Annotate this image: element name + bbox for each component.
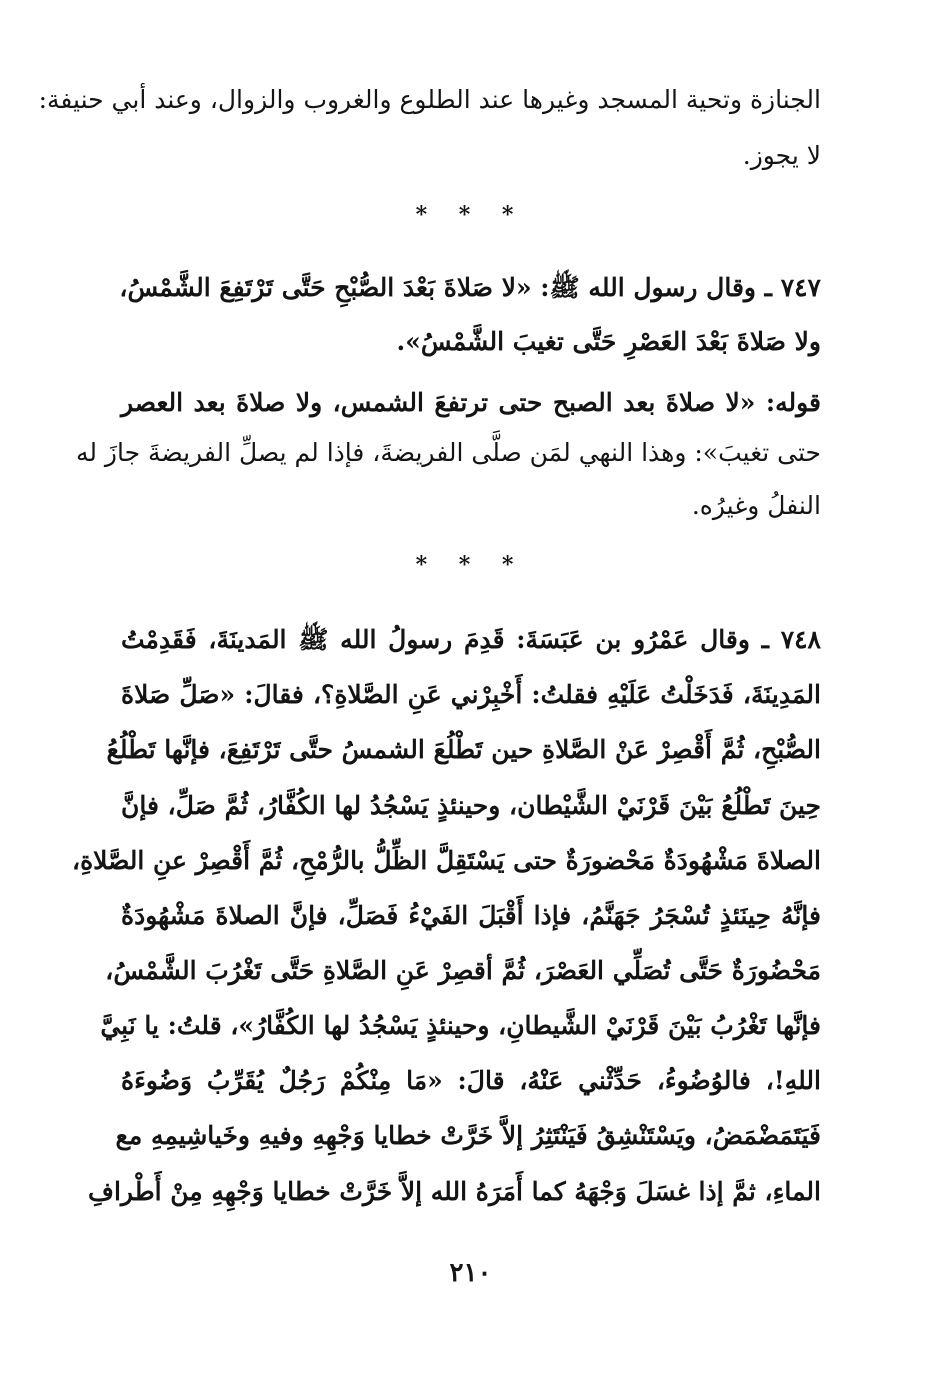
section-separator: * * *: [415, 552, 526, 578]
commentary-line: [121, 383, 821, 423]
hadith-748-line: فإنَّهُ حِينَئذٍ تُسْجَرُ جَهَنَّمُ، فإذا أَقْبَلَ الفَيْءُ فَصَلِّ، فإنَّ الصلاةَ مَشْهُودَةٌ: [121, 901, 821, 930]
page-number: ٢١٠: [449, 1258, 492, 1288]
commentary-line: النفلُ وغيرُه.: [691, 491, 821, 520]
text-line: لا يجوز.: [742, 141, 821, 170]
hadith-748-line: مَحْضُورَةٌ حَتَّى تُصَلِّي العَصْرَ، ثُمَّ أقصِرْ عَنِ الصَّلاةِ حَتَّى تَغْرُبَ الشَّمْسُ،: [105, 956, 821, 985]
commentary-quote: قوله: «لا صلاةَ بعد الصبح حتى ترتفعَ الشمس، ولا صلاةَ بعد العصر: [121, 388, 821, 417]
section-separator: * * *: [415, 202, 526, 228]
hadith-748-line: الصلاةَ مَشْهُودَةٌ مَحْضورَةٌ حتى يَسْتَقِلَّ الظِّلُّ بالرُّمْحِ، ثُمَّ أَقْصِرْ عنِ الصَّلاةِ،: [72, 846, 821, 875]
hadith-747-line: ولا صَلاةَ بَعْدَ العَصْرِ حَتَّى تغيبَ الشَّمْسُ».: [396, 327, 821, 356]
commentary-line: حتى تغيبَ»: وهذا النهي لمَن صلَّى الفريضةَ، فإذا لم يصلِّ الفريضةَ جازَ له: [75, 438, 821, 467]
hadith-748-line: فإنَّها تَغْرُبُ بَيْنَ قَرْنَيْ الشَّيطانِ، وحينئذٍ يَسْجُدُ لها الكُفَّارُ»، قلتُ: يا نَبِيَّ: [100, 1011, 821, 1040]
hadith-748-line: المَدِينَةَ، فَدَخَلْتُ عَلَيْهِ فقلتُ: أَخْبِرْني عَنِ الصَّلاةِ؟، فقالَ: «صَلِّ صَلاةَ: [121, 680, 821, 709]
hadith-748-line: فَيَتَمَضْمَضُ، ويَسْتَنْشِقُ فَيَنْتَثِرُ إلاَّ خَرَّتْ خطايا وَجْهِهِ وفيهِ وخَياشِيمِهِ مع: [115, 1121, 821, 1150]
hadith-748-line: ٧٤٨ ـ وقال عَمْرُو بن عَبَسَةَ: قَدِمَ رسولُ الله ﷺ المَدينَةَ، فَقَدِمْتُ: [121, 625, 821, 654]
hadith-748-line: الصُّبْحِ، ثُمَّ أَقْصِرْ عَنْ الصَّلاةِ حين تَطْلُعَ الشمسُ حتَّى تَرْتَفِعَ، فإنَّها تَطْلُعُ: [106, 735, 821, 764]
hadith-748-line: الماءِ، ثمَّ إذا غسَلَ وَجْهَهُ كما أَمَرَهُ الله إلاَّ خَرَّتْ خطايا وَجْهِهِ مِنْ أَطْرافِ: [88, 1177, 821, 1206]
hadith-748-line: حِينَ تَطْلُعُ بَيْنَ قَرْنَيْ الشَّيْطان، وحينئذٍ يَسْجُدُ لها الكُفَّارُ، ثُمَّ صَلِّ، فإنَّ: [121, 791, 821, 820]
hadith-747-line: ٧٤٧ ـ وقال رسول الله ﷺ: «لا صَلاةَ بَعْدَ الصُّبْحِ حَتَّى تَرْتَفِعَ الشَّمْسُ،: [119, 273, 821, 302]
hadith-748-line: اللهِ!، فالوُضُوءُ، حَدِّثْني عَنْهُ، قالَ: «مَا مِنْكُمْ رَجُلٌ يُقَرِّبُ وَضُوءَهُ: [121, 1066, 821, 1095]
text-line: الجنازة وتحية المسجد وغيرها عند الطلوع والغروب والزوال، وعند أبي حنيفة:: [38, 85, 821, 114]
